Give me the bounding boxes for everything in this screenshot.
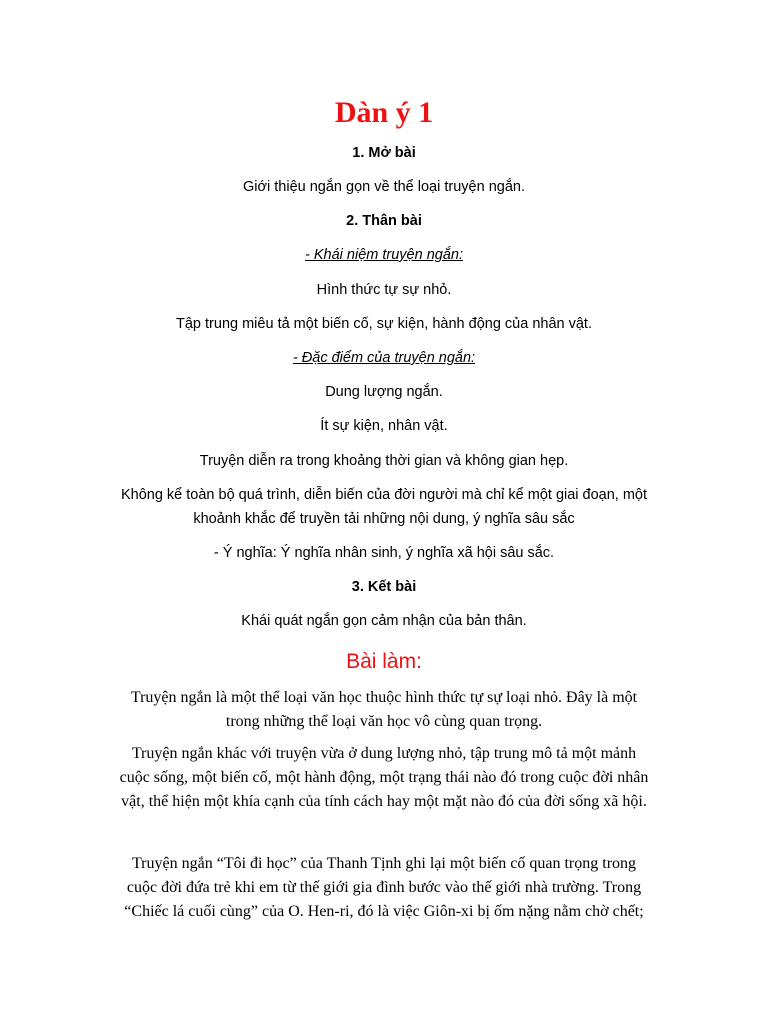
essay-heading: Bài làm: [346,650,422,673]
essay-paragraph-2-line: vật, thể hiện một khía cạnh của tính cách hay một mặt nào đó của đời sống xã hội. [121,793,647,810]
features-long-line: khoảnh khắc để truyền tải những nội dung, ý nghĩa sâu sắc [193,511,575,527]
features-long-line: Không kể toàn bộ quá trình, diễn biến của đời người mà chỉ kể một giai đoạn, một [120,487,648,503]
concept-point: Hình thức tự sự nhỏ. [316,282,452,298]
conclusion-text: Khái quát ngắn gọn cảm nhận của bản thân. [241,613,527,629]
essay-paragraph-2-line: cuộc sống, một biến cố, một hành động, một trạng thái nào đó trong cuộc đời nhân [119,769,649,786]
conclusion-heading: 3. Kết bài [351,579,417,595]
essay-paragraph-1-line: Truyện ngắn là một thể loại văn học thuộc hình thức tự sự loại nhỏ. Đây là một [130,689,638,706]
features-point: Ít sự kiện, nhân vật. [320,418,448,434]
outline-title: Dàn ý 1 [334,96,434,129]
concept-heading: - Khái niệm truyện ngắn: [305,247,463,263]
intro-text: Giới thiệu ngắn gọn về thể loại truyện ngắn. [243,179,525,195]
body-heading: 2. Thân bài [346,213,422,229]
meaning-text: - Ý nghĩa: Ý nghĩa nhân sinh, ý nghĩa xã hội sâu sắc. [213,545,555,561]
features-point: Dung lượng ngắn. [325,384,443,400]
features-heading: - Đặc điểm của truyện ngắn: [292,350,476,366]
essay-paragraph-1-line: trong những thể loại văn học vô cùng quan trọng. [225,713,543,730]
essay-paragraph-3-line: Truyện ngắn “Tôi đi học” của Thanh Tịnh ghi lại một biến cố quan trọng trong [131,855,637,872]
features-point: Truyện diễn ra trong khoảng thời gian và không gian hẹp. [199,453,569,469]
concept-point: Tập trung miêu tả một biến cố, sự kiện, hành động của nhân vật. [176,316,592,332]
intro-heading: 1. Mở bài [352,145,416,161]
essay-paragraph-2-line: Truyện ngắn khác với truyện vừa ở dung lượng nhỏ, tập trung mô tả một mảnh [131,745,637,762]
essay-paragraph-3-line: cuộc đời đứa trẻ khi em từ thế giới gia đình bước vào thế giới nhà trường. Trong [126,879,642,896]
essay-paragraph-3-line: “Chiếc lá cuối cùng” của O. Hen-ri, đó là việc Giôn-xi bị ốm nặng nằm chờ chết; [124,903,644,920]
